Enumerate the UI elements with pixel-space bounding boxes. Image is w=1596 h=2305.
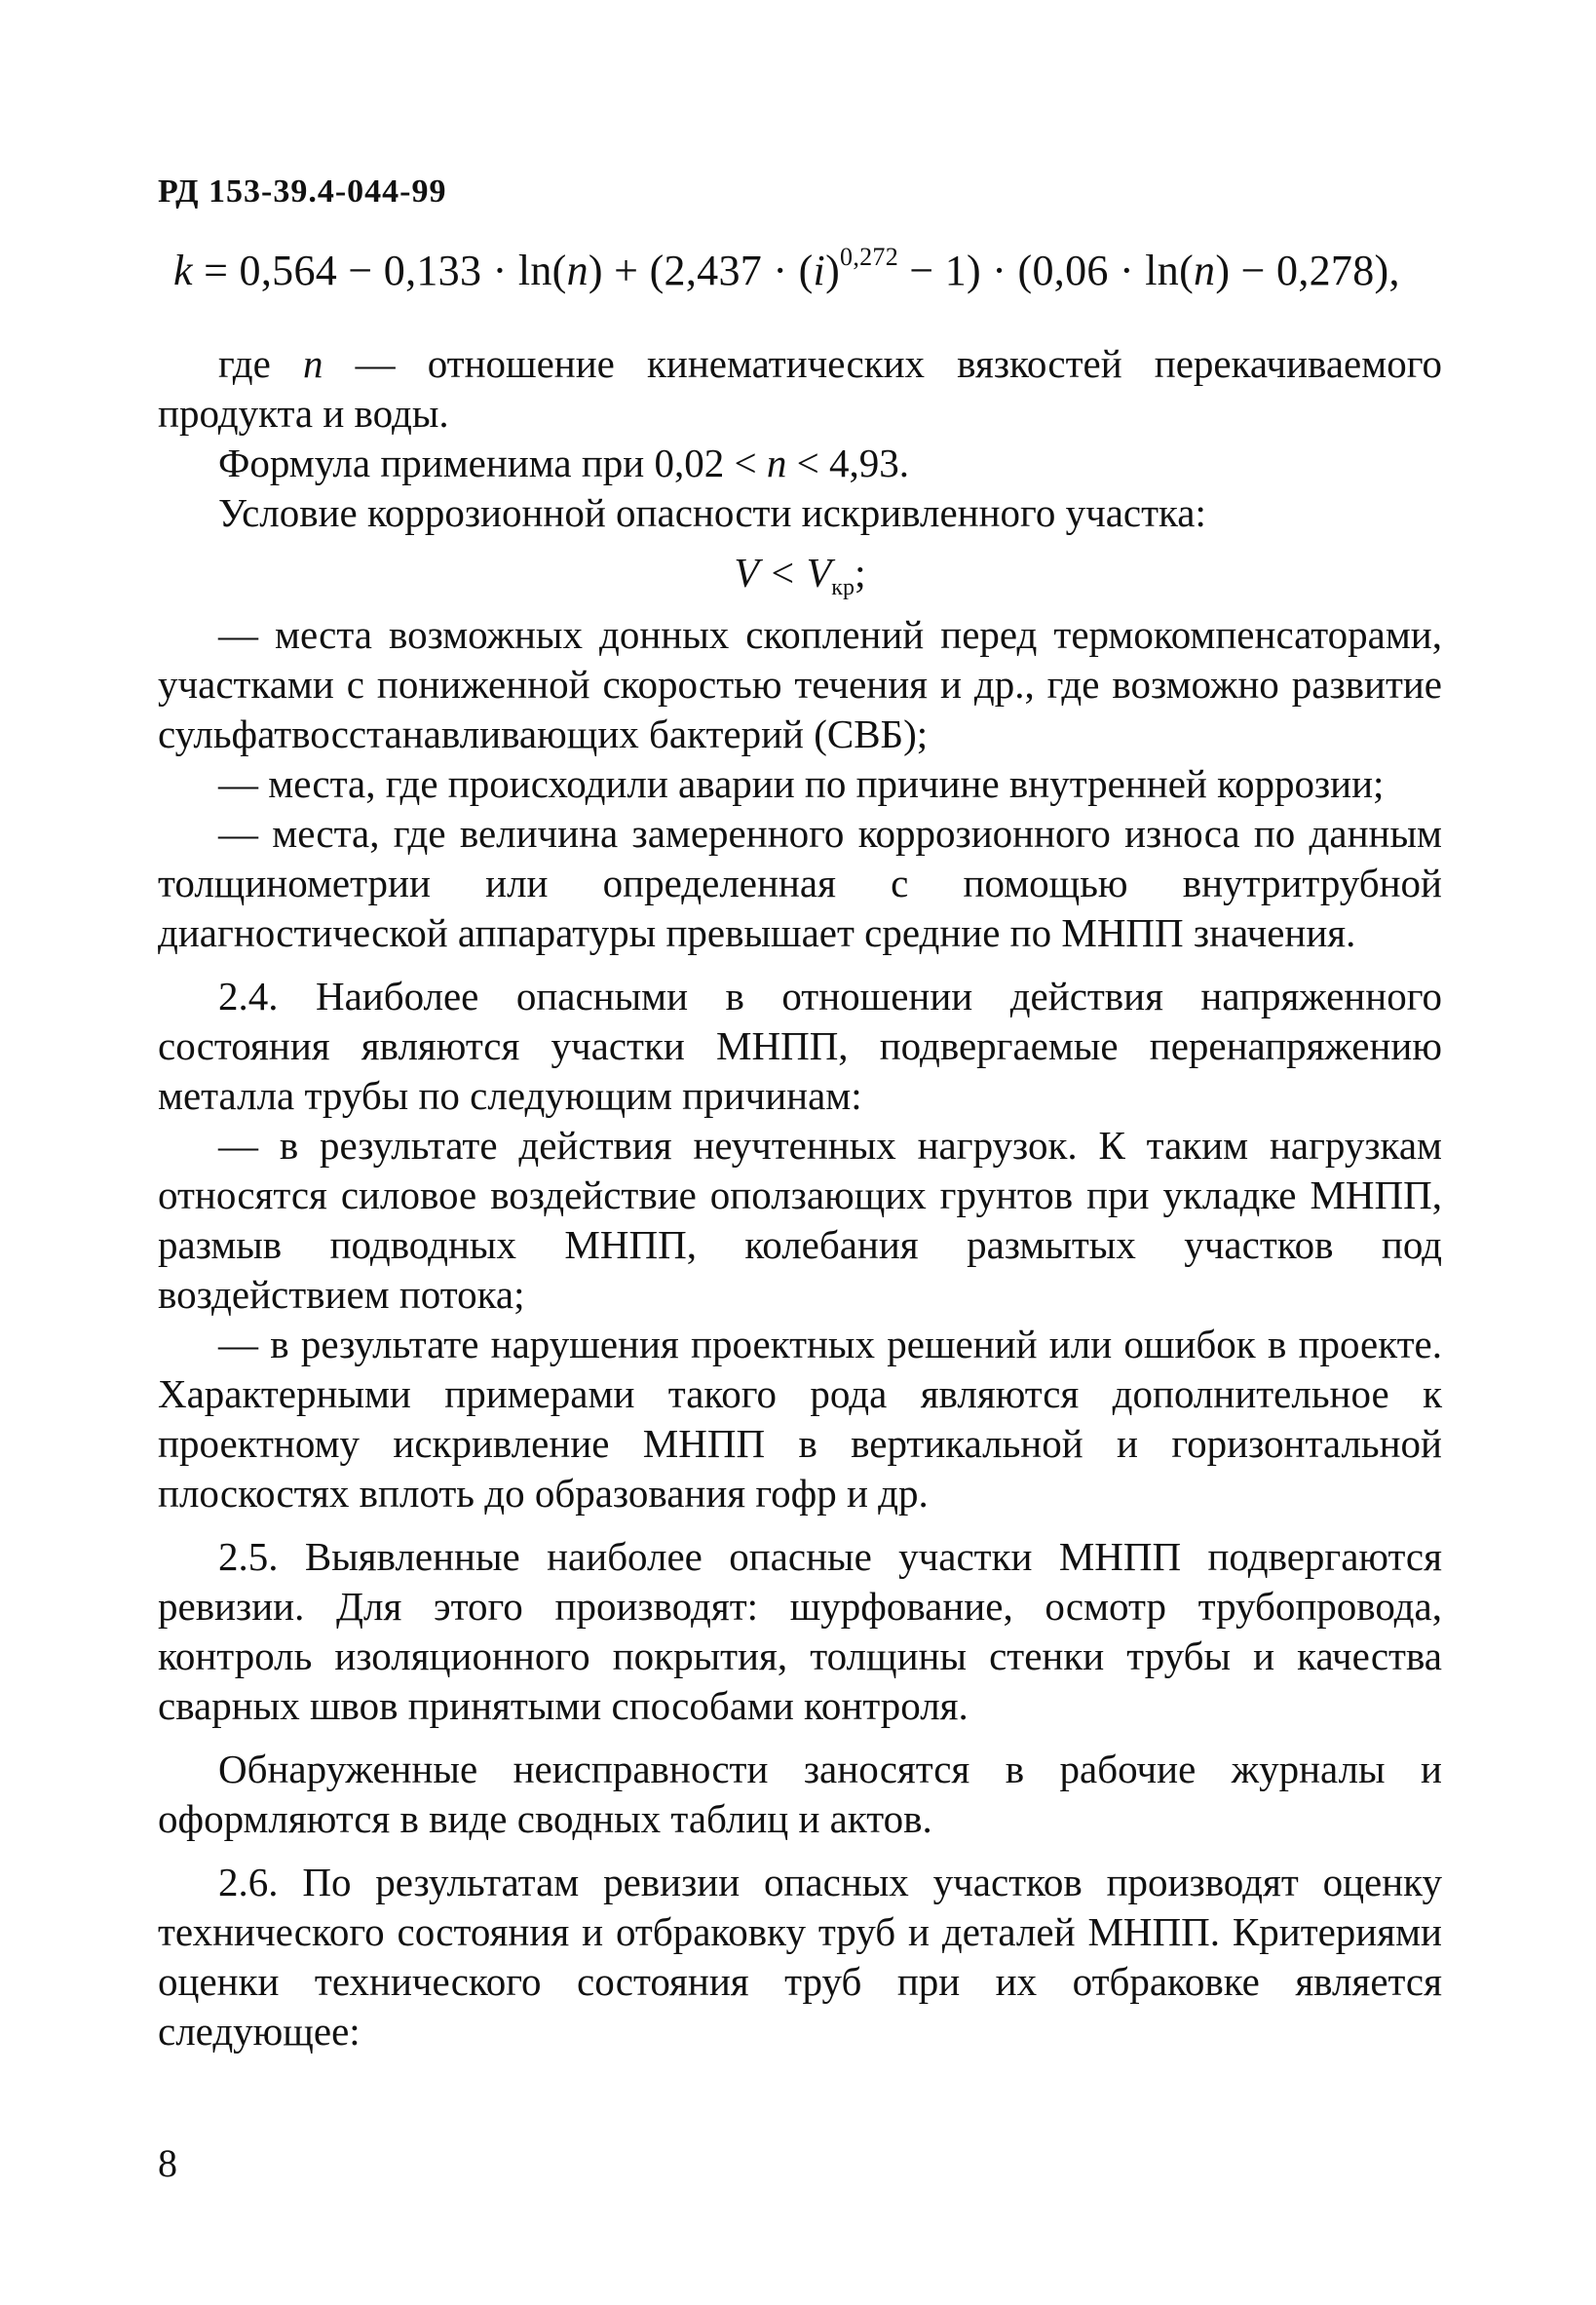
formula-var-k: k: [173, 247, 193, 294]
var-n: n: [302, 341, 323, 386]
formula-part-4: − 1) · (0,06 · ln(: [898, 247, 1195, 294]
text-span: где: [218, 341, 303, 386]
paragraph-2-6: 2.6. По результатам ревизии опасных участков производят оценку технического состояния и отбраковку труб и деталей МНПП. Критериями оценки технического состояния труб при их отбраковке является следующее:: [158, 1860, 1442, 2054]
formula-part-3: ): [825, 247, 841, 294]
body-text: [158, 339, 1442, 2056]
condition-formula: [158, 542, 1442, 606]
document-code-header: РД 153-39.4-044-99: [158, 173, 447, 210]
paragraph-2-4: 2.4. Наиболее опасными в отношении действия напряженного состояния являются участки МНПП, подвергаемые перенапряжению металла трубы по следующим причинам:: [158, 974, 1442, 1118]
var-n: n: [766, 441, 787, 485]
text-span: < 4,93.: [786, 441, 909, 485]
formula-var-i: i: [813, 247, 826, 294]
paragraph-formula-range: [158, 439, 1442, 488]
formula-part-2: ) + (2,437 · (: [588, 247, 814, 294]
condition-lhs: V < V: [734, 552, 832, 596]
formula-part-1: = 0,564 − 0,133 · ln(: [192, 247, 567, 294]
paragraph-bullet-design: — в результате нарушения проектных решений или ошибок в проекте. Характерными примерами такого рода являются дополнительное к проектному искривление МНПП в вертикальной и горизонтальной плоскостях вплоть до образования гофр и др.: [158, 1322, 1442, 1516]
paragraph-bullet-loads: — в результате действия неучтенных нагрузок. К таким нагрузкам относятся силовое воздействие оползающих грунтов при укладке МНПП, размыв подводных МНПП, колебания размытых участков под воздействием потока;: [158, 1123, 1442, 1317]
paragraph-bullet-deposits: — места возможных донных скоплений перед термокомпенсаторами, участками с пониженной скоростью течения и др., где возможно развитие сульфатвосстанавливающих бактерий (СВБ);: [158, 612, 1442, 756]
formula-var-n-1: n: [566, 247, 589, 294]
text-span: — отношение кинематических вязкостей перекачиваемого продукта и воды.: [158, 341, 1442, 436]
formula-part-5: ) − 0,278),: [1215, 247, 1400, 294]
paragraph-defects: Обнаруженные неисправности заносятся в рабочие журналы и оформляются в виде сводных таблиц и актов.: [158, 1747, 1442, 1841]
page-number: 8: [158, 2141, 177, 2185]
paragraph-n-definition: [158, 339, 1442, 439]
formula-var-n-2: n: [1194, 247, 1216, 294]
condition-end: ;: [854, 552, 866, 596]
paragraph-2-5: 2.5. Выявленные наиболее опасные участки МНПП подвергаются ревизии. Для этого производят: шурфование, осмотр трубопровода, контроль изоляционного покрытия, толщины стенки трубы и качества сварных швов принятыми способами контроля.: [158, 1534, 1442, 1728]
formula-k: [173, 243, 1400, 295]
condition-subscript: кр: [831, 575, 855, 600]
formula-exponent: 0,272: [840, 243, 899, 271]
paragraph-bullet-wear: — места, где величина замеренного коррозионного износа по данным толщинометрии или определенная с помощью внутритрубной диагностической аппаратуры превышает средние по МНПП значения.: [158, 811, 1442, 955]
paragraph-bullet-accidents: — места, где происходили аварии по причине внутренней коррозии;: [218, 761, 1385, 806]
paragraph-corrosion-condition: Условие коррозионной опасности искривленного участка:: [218, 490, 1206, 535]
text-span: Формула применима при 0,02 <: [218, 441, 767, 485]
